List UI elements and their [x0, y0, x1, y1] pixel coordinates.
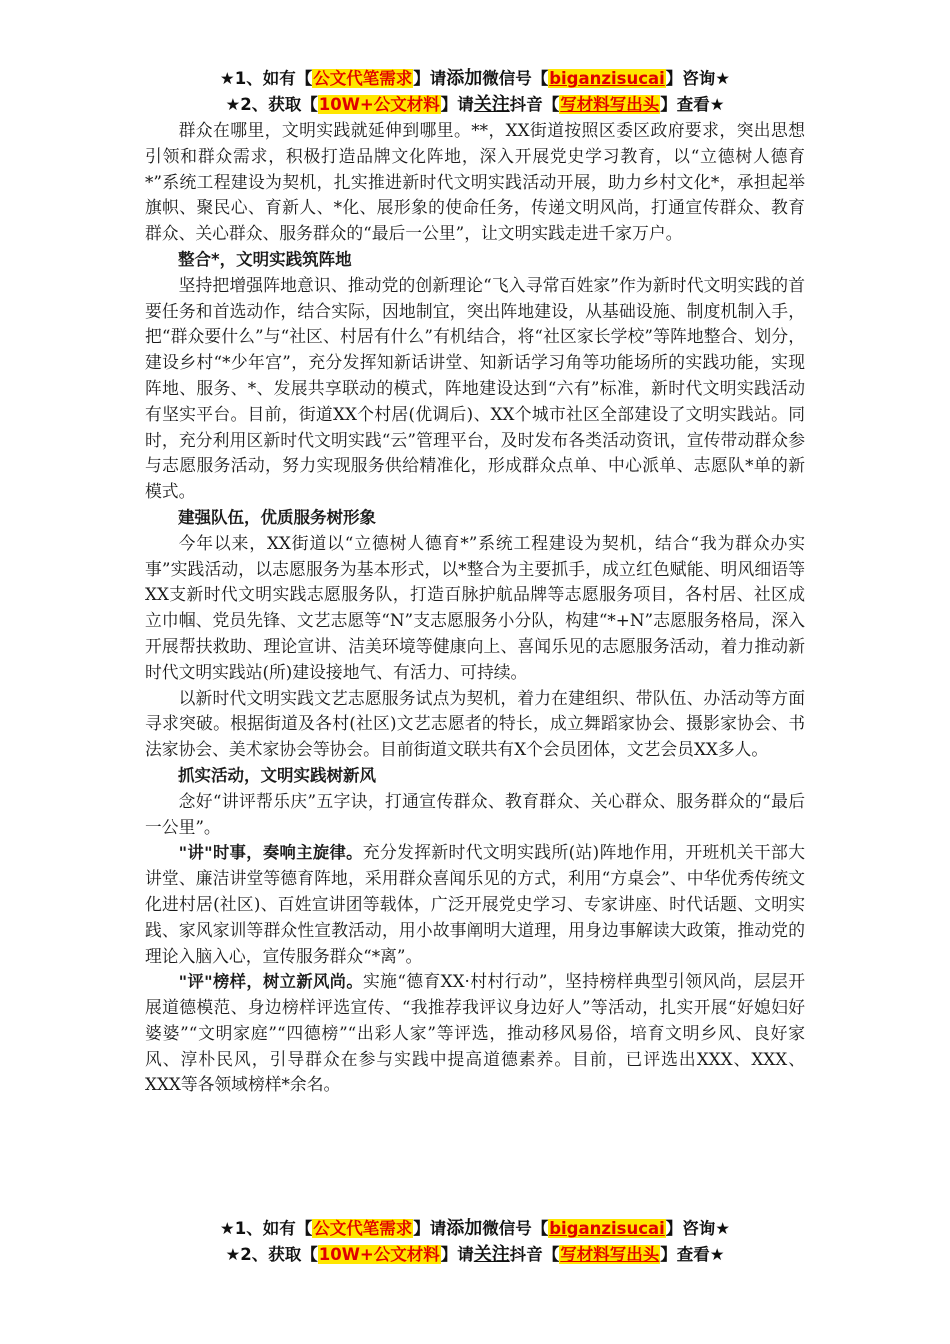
promo-highlight-materials: 10W+公文材料: [318, 1245, 440, 1264]
section-heading-1: 整合*，文明实践筑阵地: [178, 249, 352, 269]
paragraph-text: 充分发挥新时代文明实践所(站)阵地作用，开班机关干部大讲堂、廉洁讲堂等德育阵地，采用群众喜闻乐见的方式，利用“方桌会”、中华优秀传统文化进村居(社区)、百姓宣讲团等载体，广泛开展党史学习、专家讲座、时代话题、文明实践、家风家训等群众性宣教活动，用小故事阐明大道理，用身边事解读大政策，推动党的理论入脑入心，宣传服务群众“*离”。: [145, 842, 805, 966]
promo-line-1: [0, 66, 950, 92]
promo-highlight-wechat: biganzisucai: [549, 69, 665, 88]
section-3-paragraph-1: 念好“讲评帮乐庆”五字诀，打通宣传群众、教育群众、关心群众、服务群众的“最后一公里”。: [145, 790, 805, 837]
promo-highlight-wechat: biganzisucai: [549, 1219, 665, 1238]
section-3-paragraph-2: [145, 840, 805, 969]
promo-line-2: [0, 92, 950, 118]
promo-text: 】查看★: [660, 95, 725, 114]
promo-highlight-materials: 10W+公文材料: [318, 95, 440, 114]
section-heading-3: 抓实活动，文明实践树新风: [178, 765, 376, 785]
promo-text: 】请: [413, 1219, 447, 1238]
paragraph-lead: "评"榜样，树立新风尚。: [178, 972, 363, 992]
section-heading-2: 建强队伍，优质服务树形象: [178, 507, 376, 527]
section-2-paragraph-1: 今年以来，XX街道以“立德树人德育*”系统工程建设为契机，结合“我为群众办实事”实践活动，以志愿服务为基本形式，以*整合为主要抓手，成立红色赋能、明风细语等XX支新时代文明实践志愿服务队，打造百脉护航品牌等志愿服务项目，各村居、社区成立巾帼、党员先锋、文艺志愿等“N”支志愿服务小分队，构建“*+N”志愿服务格局，深入开展帮扶救助、理论宣讲、洁美环境等健康向上、喜闻乐见的志愿服务活动，着力推动新时代文明实践站(所)建设接地气、有活力、可持续。: [145, 532, 805, 682]
promo-text: 】咨询★: [665, 1219, 731, 1238]
paragraph-lead: "讲"时事，奏响主旋律。: [178, 843, 363, 863]
promo-text: 】请: [440, 1245, 474, 1264]
section-3-paragraph-3: [145, 969, 805, 1098]
promo-text: 】请: [413, 69, 447, 88]
promo-line-1: [0, 1216, 950, 1242]
promo-highlight-service: 公文代笔需求: [313, 1219, 413, 1238]
promo-emphasis: 关注: [473, 94, 510, 115]
promo-highlight-douyin: 写材料写出头: [560, 1245, 660, 1264]
promo-line-2: [0, 1242, 950, 1268]
intro-paragraph: 群众在哪里，文明实践就延伸到哪里。**，XX街道按照区委区政府要求，突出思想引领和群众需求，积极打造品牌文化阵地，深入开展党史学习教育，以“立德树人德育*”系统工程建设为契机，扎实推进新时代文明实践活动开展，助力乡村文化*，承担起举旗帜、聚民心、育新人、*化、展形象的使命任务，传递文明风尚，打通宣传群众、教育群众、关心群众、服务群众的“最后一公里”，让文明实践走进千家万户。: [145, 120, 805, 244]
promo-text: 微信号【: [482, 1219, 549, 1238]
promo-text: ★2、获取【: [225, 95, 318, 114]
promo-emphasis: 关注: [473, 1244, 510, 1265]
promo-text: ★1、如有【: [219, 1219, 313, 1238]
top-promo-banner: [0, 66, 950, 118]
promo-text: 】查看★: [660, 1245, 725, 1264]
promo-emphasis: 添加: [446, 68, 483, 89]
paragraph-text: 实施“德育XX·村村行动”，坚持榜样典型引领风尚，层层开展道德模范、身边榜样评选宣传、“我推荐我评议身边好人”等活动，扎实开展“好媳妇好婆婆”“文明家庭”“四德榜”“出彩人家”等评选，推动移风易俗，培育文明乡风、良好家风、淳朴民风，引导群众在参与实践中提高道德素养。目前，已评选出XXX、XXX、XXX等各领域榜样*余名。: [145, 971, 805, 1095]
bottom-promo-banner: [0, 1216, 950, 1268]
promo-text: 抖音【: [509, 95, 560, 114]
section-2-paragraph-2: 以新时代文明实践文艺志愿服务试点为契机，着力在建组织、带队伍、办活动等方面寻求突破。根据街道及各村(社区)文艺志愿者的特长，成立舞蹈家协会、摄影家协会、书法家协会、美术家协会等协会。目前街道文联共有X个会员团体，文艺会员XX多人。: [145, 687, 805, 760]
promo-text: ★2、获取【: [225, 1245, 318, 1264]
section-1-paragraph: 坚持把增强阵地意识、推动党的创新理论“飞入寻常百姓家”作为新时代文明实践的首要任务和首选动作，结合实际，因地制宜，突出阵地建设，从基础设施、制度机制入手，把“群众要什么”与“社区、村居有什么”有机结合，将“社区家长学校”等阵地整合、划分，建设乡村“*少年宫”，充分发挥知新话讲堂、知新话学习角等功能场所的实践功能，实现阵地、服务、*、发展共享联动的模式，阵地建设达到“六有”标准，新时代文明实践活动有坚实平台。目前，街道XX个村居(优调后)、XX个城市社区全部建设了文明实践站。同时，充分利用区新时代文明实践“云”管理平台，及时发布各类活动资讯，宣传带动群众参与志愿服务活动，努力实现服务供给精准化，形成群众点单、中心派单、志愿队*单的新模式。: [145, 274, 805, 502]
promo-text: ★1、如有【: [219, 69, 313, 88]
promo-text: 】咨询★: [665, 69, 731, 88]
article-body: [145, 118, 805, 1098]
promo-emphasis: 添加: [446, 1218, 483, 1239]
promo-text: 微信号【: [482, 69, 549, 88]
promo-highlight-douyin: 写材料写出头: [560, 95, 660, 114]
promo-text: 】请: [440, 95, 474, 114]
promo-text: 抖音【: [509, 1245, 560, 1264]
promo-highlight-service: 公文代笔需求: [313, 69, 413, 88]
